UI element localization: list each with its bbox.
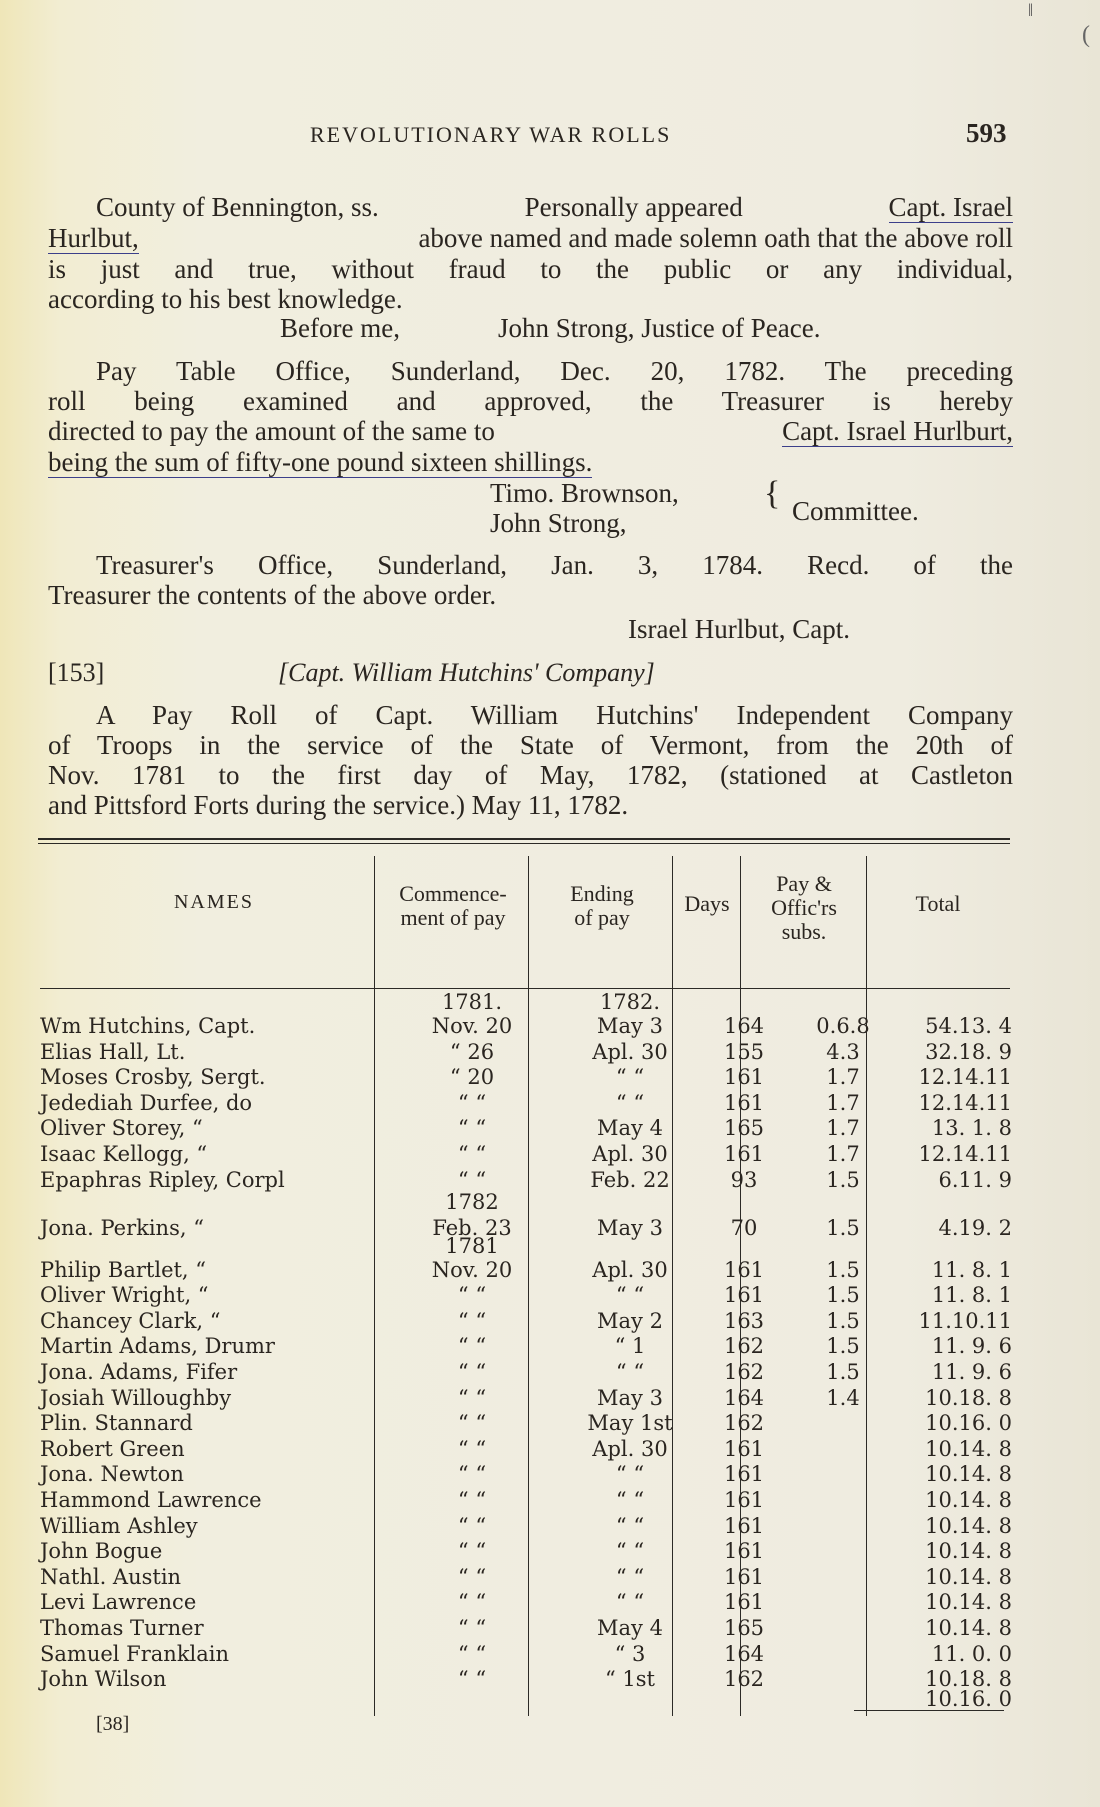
underlined-name: Capt. Israel Hurlburt, [782,416,1013,446]
header-rule [40,988,1010,989]
cell-total: 12.14.11 [918,1065,1012,1090]
cell-name: Plin. Stannard [40,1411,193,1436]
cell-total: 11. 9. 6 [931,1334,1012,1359]
cell-total: 10.14. 8 [925,1590,1012,1615]
table-row [34,1091,1014,1115]
cell-start: “ 26 [449,1039,495,1064]
cell-name: Epaphras Ripley, Corpl [40,1167,285,1192]
cell-start: “ “ [457,1667,487,1692]
cell-name: John Wilson [40,1667,167,1692]
cell-total: 11. 8. 1 [931,1257,1012,1282]
cell-name: Isaac Kellogg, “ [40,1142,208,1166]
cell-end: Feb. 22 [590,1167,670,1192]
cell-end: May 3 [597,1215,663,1240]
cell-days: 162 [723,1360,765,1384]
cell-days: 162 [723,1667,765,1692]
cell-total: 32.18. 9 [925,1039,1012,1064]
cell-days: 165 [723,1116,765,1141]
table-row [34,1360,1014,1384]
cell-days: 161 [723,1283,765,1308]
cell-pay: 4.3 [826,1039,860,1064]
cell-days: 161 [723,1065,765,1090]
year-row: 1781 [445,1233,499,1258]
committee-label: Committee. [792,496,919,526]
cell-end: “ “ [615,1090,645,1115]
cell-days: 70 [730,1215,758,1240]
cell-name: Jedediah Durfee, do [40,1090,253,1115]
cell-pay: 1.5 [826,1167,860,1192]
cell-total: 54.13. 4 [925,1014,1012,1038]
cell-total: 11. 9. 6 [931,1360,1012,1384]
table-row [34,1168,1014,1192]
cell-start: “ “ [457,1488,487,1512]
cell-name: Moses Crosby, Sergt. [40,1065,266,1090]
cell-pay: 1.7 [826,1142,860,1166]
cell-name: Jona. Perkins, “ [40,1215,204,1240]
cell-days: 161 [723,1436,765,1461]
cell-start: “ “ [457,1142,487,1166]
cell-end: May 3 [597,1385,663,1410]
year-row: 1781. 1782. [441,990,661,1014]
cell-pay: 1.5 [826,1360,860,1384]
table-row [34,1462,1014,1486]
table-row [34,1539,1014,1563]
cell-start: “ “ [457,1590,487,1615]
roll-description: A Pay Roll of Capt. William Hutchins' Independent Company of Troops in the service of the State of Vermont, from the 20th of Nov. 1781 to the first day of May, 1782, (stationed at Castleton and Pittsford Forts during the service.) May 11, 1782. [48,700,1013,820]
cell-name: Oliver Storey, “ [40,1116,203,1141]
cell-total: 10.14. 8 [925,1564,1012,1589]
header-end: Ending of pay [570,881,634,930]
cell-end: “ 1 [614,1334,646,1359]
section-title: [Capt. William Hutchins' Company] [278,658,655,687]
table-row [34,1258,1014,1282]
cell-name: Levi Lawrence [40,1590,197,1615]
cell-start: “ “ [457,1283,487,1308]
cell-start: “ “ [457,1090,487,1115]
table-top-rule [38,838,1010,840]
table-row [34,1642,1014,1666]
cell-end: May 2 [597,1308,663,1333]
cell-end: “ “ [615,1360,645,1384]
cell-name: John Bogue [40,1539,163,1564]
underlined-name: Capt. Israel [888,192,1013,222]
cell-days: 165 [723,1616,765,1640]
cell-end: Apl. 30 [592,1257,668,1282]
cell-start: Feb. 23 [432,1215,512,1240]
cell-name: Josiah Willoughby [40,1385,232,1410]
table-row [34,1565,1014,1589]
cell-end: May 1st [587,1411,673,1436]
cell-total: 10.14. 8 [925,1539,1012,1564]
cell-total: 11. 8. 1 [931,1283,1012,1308]
signer-2: John Strong, [490,508,627,538]
cell-end: “ “ [615,1065,645,1090]
cell-days: 162 [723,1334,765,1359]
cell-start: “ 20 [449,1065,495,1090]
cell-total: 13. 1. 8 [931,1116,1012,1141]
affidavit-paragraph: County of Bennington, ss. Personally appeared Capt. Israel Hurlbut, above named and made solemn oath that the above roll is just and true, without fraud to the public or any individual, according to his best knowledge. [48,192,1013,314]
cell-end: “ “ [615,1283,645,1308]
header-days: Days [684,891,730,916]
cell-total: 11. 0. 0 [931,1641,1012,1666]
cell-total: 10.14. 8 [925,1462,1012,1487]
cell-days: 164 [723,1385,765,1410]
cell-start: “ “ [457,1334,487,1359]
cell-pay: 1.5 [826,1283,860,1308]
cell-name: William Ashley [40,1513,198,1538]
cell-days: 161 [723,1590,765,1615]
cell-name: Wm Hutchins, Capt. [40,1014,256,1038]
cell-end: May 4 [597,1116,663,1141]
cell-start: Nov. 20 [431,1257,513,1282]
cell-start: “ “ [457,1116,487,1141]
cell-end: “ “ [615,1564,645,1589]
cell-total: 10.18. 8 [925,1667,1012,1692]
table-top-rule-2 [38,843,1010,844]
pay-roll-table [34,838,1014,1738]
cell-days: 161 [723,1090,765,1115]
cell-start: “ “ [457,1385,487,1410]
cell-end: “ “ [615,1488,645,1512]
cell-start: “ “ [457,1462,487,1487]
cell-total: 4.19. 2 [938,1215,1012,1240]
cell-name: Thomas Turner [40,1616,204,1640]
paytable-paragraph: Pay Table Office, Sunderland, Dec. 20, 1782. The preceding roll being examined and approved, the Treasurer is hereby directed to pay the amount of the same to Capt. Israel Hurlburt, being the sum of fifty-one pound sixteen shillings. [48,356,1013,477]
cell-days: 161 [723,1488,765,1512]
brace: { [764,475,781,512]
treasurer-signature: Israel Hurlbut, Capt. [628,614,850,644]
before-me: Before me, [280,313,400,343]
signature-mark: [38] [96,1713,130,1735]
table-row [34,1514,1014,1538]
cell-name: Jona. Newton [40,1462,184,1487]
table-row [34,1040,1014,1064]
final-total-row [34,1687,1014,1711]
cell-days: 164 [723,1641,765,1666]
cell-name: Elias Hall, Lt. [40,1039,186,1064]
running-head: REVOLUTIONARY WAR ROLLS [310,122,672,147]
year-row: 1782 [445,1189,499,1214]
table-row [34,1590,1014,1614]
cell-end: Apl. 30 [592,1039,668,1064]
cell-start: “ “ [457,1411,487,1436]
cell-end: “ “ [615,1462,645,1487]
cell-end: May 3 [597,1014,663,1038]
signer-1: Timo. Brownson, [490,478,679,508]
cell-days: 161 [723,1462,765,1487]
header-start: Commence- ment of pay [399,881,507,930]
cell-total: 10.14. 8 [925,1488,1012,1512]
table-row [34,1065,1014,1089]
cell-days: 161 [723,1564,765,1589]
cell-name: Hammond Lawrence [40,1488,262,1512]
table-row [34,1437,1014,1461]
table-row [34,1116,1014,1140]
cell-total: 10.14. 8 [925,1436,1012,1461]
cell-total: 10.14. 8 [925,1616,1012,1640]
cell-pay: 1.7 [826,1116,860,1141]
cell-end: “ “ [615,1590,645,1615]
cell-end: Apl. 30 [592,1436,668,1461]
header-names: NAMES [173,891,254,913]
cell-pay: 1.5 [826,1215,860,1240]
cell-total: 11.10.11 [918,1308,1012,1333]
cell-start: “ “ [457,1308,487,1333]
cell-days: 161 [723,1142,765,1166]
table-row [34,1386,1014,1410]
cell-pay: 0.6.8 [816,1014,870,1038]
cell-days: 163 [723,1308,765,1333]
cell-days: 161 [723,1539,765,1564]
cell-total: 10.18. 8 [925,1385,1012,1410]
corner-mark: ‖ [1028,0,1034,20]
table-row [34,1283,1014,1307]
cell-start: “ “ [457,1641,487,1666]
justice-signature: John Strong, Justice of Peace. [498,313,821,343]
cell-pay: 1.5 [826,1334,860,1359]
cell-start: “ “ [457,1616,487,1640]
cell-start: Nov. 20 [431,1014,513,1038]
cell-name: Philip Bartlet, “ [40,1257,207,1282]
cell-end: May 4 [597,1616,663,1640]
roll-number: [153] [48,658,105,687]
cell-name: Jona. Adams, Fifer [40,1360,238,1384]
cell-name: Martin Adams, Drumr [40,1334,275,1359]
cell-end: “ 1st [605,1667,655,1692]
cell-start: “ “ [457,1539,487,1564]
treasurer-paragraph: Treasurer's Office, Sunderland, Jan. 3, 1784. Recd. of the Treasurer the contents of the above order. [48,550,1013,610]
page-number: 593 [966,118,1007,148]
cell-name: Samuel Franklain [40,1641,230,1666]
cell-name: Nathl. Austin [40,1564,182,1589]
cell-total: 12.14.11 [918,1142,1012,1166]
cell-total: 10.16. 0 [925,1687,1012,1712]
cell-start: “ “ [457,1513,487,1538]
cell-days: 164 [723,1014,765,1038]
table-row [34,1488,1014,1512]
cell-end: “ “ [615,1513,645,1538]
cell-start: “ “ [457,1436,487,1461]
cell-end: Apl. 30 [592,1142,668,1166]
table-row [34,1334,1014,1358]
cell-days: 162 [723,1411,765,1436]
cell-total: 6.11. 9 [938,1167,1012,1192]
cell-days: 93 [730,1167,758,1192]
table-row [34,1309,1014,1333]
cell-pay: 1.5 [826,1257,860,1282]
table-row [34,1014,1014,1038]
cell-total: 10.14. 8 [925,1513,1012,1538]
header-pay: Pay & Offic'rs subs. [771,871,837,944]
cell-pay: 1.5 [826,1308,860,1333]
table-row [34,1616,1014,1640]
corner-arc: ( [1082,22,1090,48]
cell-pay: 1.4 [826,1385,860,1410]
cell-pay: 1.7 [826,1090,860,1115]
cell-name: Robert Green [40,1436,185,1461]
cell-start: “ “ [457,1360,487,1384]
cell-days: 161 [723,1257,765,1282]
cell-start: “ “ [457,1564,487,1589]
cell-days: 155 [723,1039,765,1064]
table-row [34,1142,1014,1166]
cell-total: 12.14.11 [918,1090,1012,1115]
cell-end: “ 3 [614,1641,646,1666]
table-row [34,1411,1014,1435]
cell-pay: 1.7 [826,1065,860,1090]
cell-end: “ “ [615,1539,645,1564]
cell-name: Oliver Wright, “ [40,1283,209,1308]
cell-name: Chancey Clark, “ [40,1308,221,1333]
header-total: Total [915,891,961,916]
cell-start: “ “ [457,1167,487,1192]
cell-days: 161 [723,1513,765,1538]
cell-total: 10.16. 0 [925,1411,1012,1436]
